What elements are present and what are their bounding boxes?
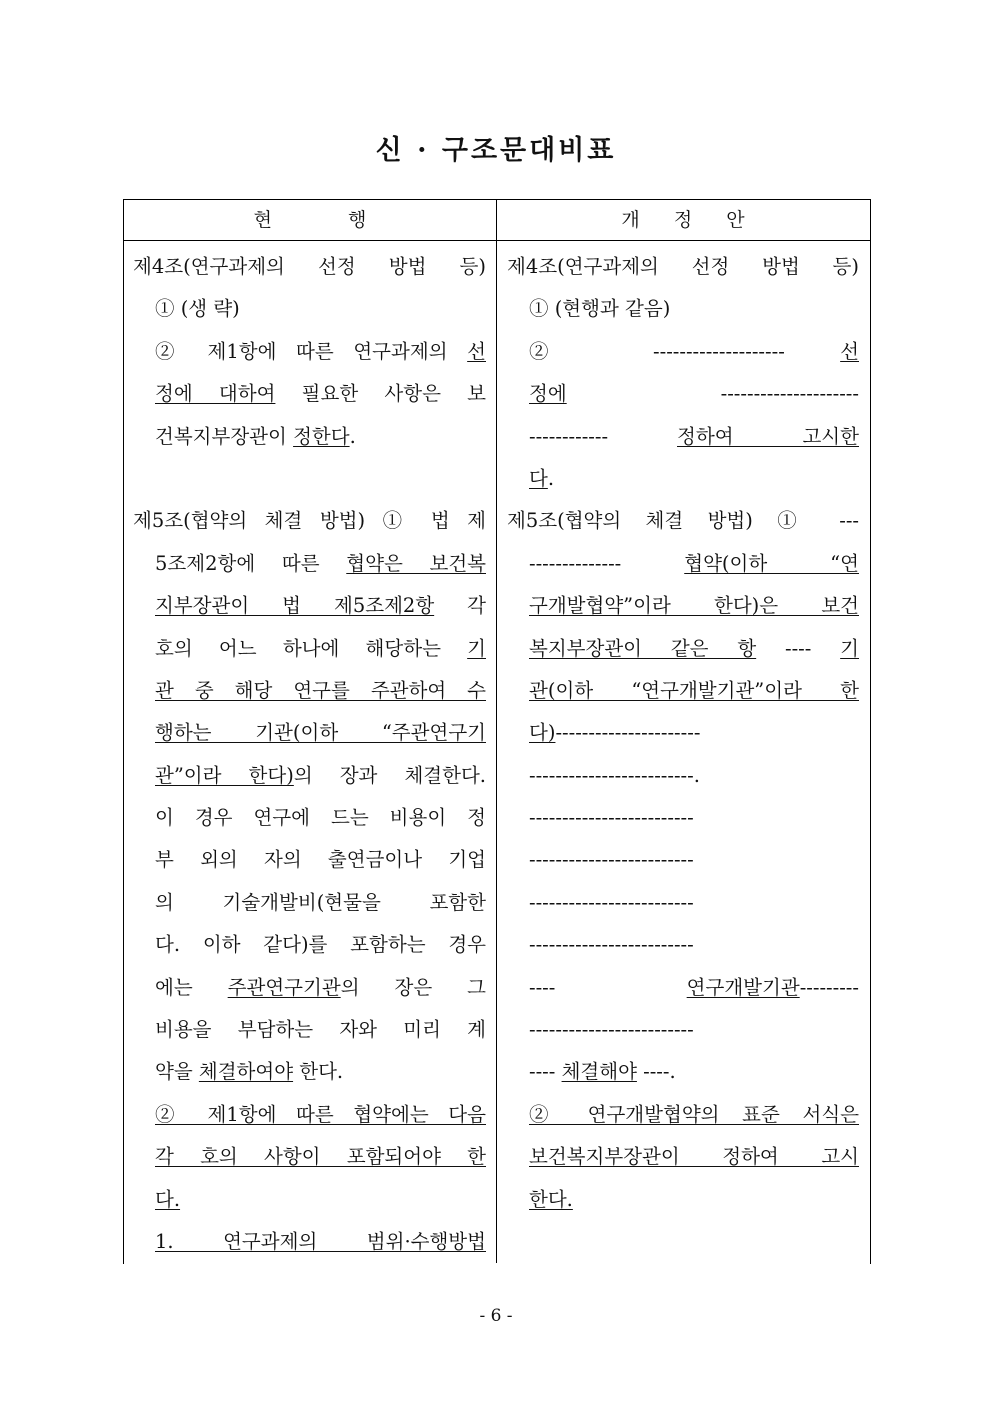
page-title: 신 · 구조문대비표 — [375, 135, 617, 166]
text-segment: ② 제1항에 따른 연구과제의 — [155, 339, 468, 363]
text-line — [133, 628, 486, 670]
text-segment: 제5조(협약의 체결 방법) ① 법 제 — [133, 509, 486, 533]
text-segment: . — [349, 424, 356, 448]
underlined-text: 관”이라 한다) — [155, 763, 294, 787]
text-segment: 비용을 부담하는 자와 미리 계 — [155, 1018, 486, 1042]
underlined-text: ② 연구개발협약의 표준 서식은 — [529, 1102, 859, 1126]
header-revised: 개 정 안 — [621, 209, 745, 231]
text-line — [507, 1094, 859, 1136]
text-segment: ---- — [529, 975, 687, 999]
underlined-text: 복지부장관이 같은 항 — [529, 636, 757, 660]
underlined-text: ② 제1항에 따른 협약에는 다음 — [155, 1102, 486, 1126]
text-segment: ------------------------- — [529, 933, 694, 957]
text-segment: 제5조(협약의 체결 방법) ① --- — [507, 509, 859, 533]
header-divider — [123, 240, 870, 241]
text-line — [133, 755, 486, 797]
text-segment: 각 — [434, 594, 486, 618]
text-line — [507, 373, 859, 415]
text-line — [133, 416, 486, 458]
underlined-text: 정에 — [529, 382, 567, 406]
text-segment: ---- — [756, 636, 841, 660]
text-line — [507, 797, 859, 839]
text-segment: 제4조(연구과제의 선정 방법 등) — [507, 255, 859, 278]
underlined-text: 체결해야 — [561, 1060, 637, 1084]
current-column — [133, 246, 486, 1263]
text-line — [507, 628, 859, 670]
column-divider — [496, 199, 497, 1263]
text-line — [507, 967, 859, 1009]
text-line — [507, 882, 859, 924]
text-segment: 약을 — [155, 1060, 199, 1084]
text-line — [133, 585, 486, 627]
text-line — [133, 331, 486, 373]
text-line — [507, 670, 859, 712]
text-line — [507, 500, 859, 542]
text-segment: . — [547, 466, 555, 490]
underlined-text: 구개발협약”이라 한다)은 보건 — [529, 594, 859, 618]
text-segment: ② -------------------- — [529, 339, 841, 363]
text-line — [507, 712, 859, 754]
underlined-text: 협약(이하 “연 — [684, 551, 859, 575]
text-line — [133, 839, 486, 881]
underlined-text: 선 — [840, 339, 859, 363]
text-line — [133, 1009, 486, 1051]
text-segment: 건복지부장관이 — [155, 424, 294, 448]
underlined-text: 선 — [467, 339, 486, 363]
text-segment: 한다. — [293, 1060, 344, 1084]
text-segment: 의 장은 그 — [340, 975, 486, 999]
text-segment: 제4조(연구과제의 선정 방법 등) — [133, 255, 486, 278]
text-line — [507, 1051, 859, 1093]
text-line — [507, 585, 859, 627]
text-segment: 이 경우 연구에 드는 비용이 정 — [155, 806, 486, 830]
text-line — [507, 1136, 859, 1178]
text-line — [133, 1051, 486, 1093]
underlined-text: 정에 대하여 — [155, 382, 276, 406]
underlined-text: 주관연구기관 — [227, 975, 341, 999]
text-line — [507, 839, 859, 881]
text-segment: 다. 이하 같다)를 포함하는 경우 — [155, 933, 486, 957]
text-line — [133, 924, 486, 966]
text-line — [133, 797, 486, 839]
text-line — [133, 1136, 486, 1178]
text-segment: 필요한 사항은 보 — [275, 382, 486, 406]
text-line — [133, 458, 486, 500]
text-segment: ------------------------- — [529, 848, 694, 872]
text-segment: ① (현행과 같음) — [529, 297, 671, 321]
text-segment: ------------------------- — [529, 1018, 694, 1042]
underlined-text: 지부장관이 법 제5조제2항 — [155, 594, 435, 618]
text-segment: ------------------------- — [529, 890, 694, 914]
text-line — [133, 1094, 486, 1136]
text-line — [133, 1179, 486, 1221]
text-segment: 의 기술개발비(현물을 포함한 — [155, 890, 486, 914]
underlined-text: 정하여 고시한 — [677, 424, 859, 448]
text-line — [133, 543, 486, 585]
text-line — [507, 331, 859, 373]
text-line — [133, 288, 486, 330]
text-line — [133, 712, 486, 754]
underlined-text: 관 중 해당 연구를 주관하여 수 — [155, 678, 486, 702]
text-segment: ---------------------- — [555, 721, 701, 745]
text-line — [507, 924, 859, 966]
header-current: 현 행 — [253, 209, 367, 231]
text-line — [507, 543, 859, 585]
text-segment: ---- — [529, 1060, 562, 1084]
text-segment: 5조제2항에 따른 — [155, 551, 347, 575]
text-line — [507, 416, 859, 458]
underlined-text: 협약은 보건복 — [346, 551, 486, 575]
text-segment: ----. — [636, 1060, 676, 1084]
text-line — [507, 288, 859, 330]
text-segment: 호의 어느 하나에 해당하는 — [155, 636, 468, 660]
text-segment: ------------------------- — [529, 806, 694, 830]
text-line — [133, 1221, 486, 1263]
text-line — [507, 755, 859, 797]
text-segment: ------------ — [529, 424, 678, 448]
text-line — [133, 246, 486, 288]
text-line — [507, 246, 859, 288]
underlined-text: 체결하여야 — [198, 1060, 294, 1084]
underlined-text: 기 — [467, 636, 486, 660]
underlined-text: 다. — [155, 1187, 181, 1211]
text-line — [133, 500, 486, 542]
text-line — [133, 670, 486, 712]
text-segment: --------- — [799, 975, 859, 999]
text-segment: 의 장과 체결한다. — [293, 763, 486, 787]
underlined-text: 1. 연구과제의 범위·수행방법 — [155, 1229, 486, 1253]
text-line — [507, 1179, 859, 1221]
text-line — [507, 458, 859, 500]
text-line — [133, 373, 486, 415]
revised-column — [507, 246, 859, 1221]
underlined-text: 한다. — [529, 1187, 573, 1211]
text-segment: -------------- — [529, 551, 685, 575]
text-segment: 에는 — [155, 975, 228, 999]
underlined-text: 기 — [840, 636, 859, 660]
text-segment: ① (생 략) — [155, 297, 240, 321]
text-segment: 부 외의 자의 출연금이나 기업 — [155, 848, 486, 872]
underlined-text: 연구개발기관 — [686, 975, 800, 999]
page-number: - 6 - — [479, 1306, 513, 1326]
underlined-text: 각 호의 사항이 포함되어야 한 — [155, 1145, 486, 1169]
underlined-text: 다 — [529, 466, 548, 490]
underlined-text: 관(이하 “연구개발기관”이라 한 — [529, 678, 859, 702]
underlined-text: 정한다 — [293, 424, 350, 448]
text-segment: --------------------- — [566, 382, 859, 406]
text-segment: -------------------------. — [529, 763, 700, 787]
underlined-text: 보건복지부장관이 정하여 고시 — [529, 1145, 859, 1169]
text-line — [507, 1009, 859, 1051]
text-line — [133, 882, 486, 924]
underlined-text: 다) — [529, 721, 556, 745]
underlined-text: 행하는 기관(이하 “주관연구기 — [155, 721, 486, 745]
text-line — [133, 967, 486, 1009]
